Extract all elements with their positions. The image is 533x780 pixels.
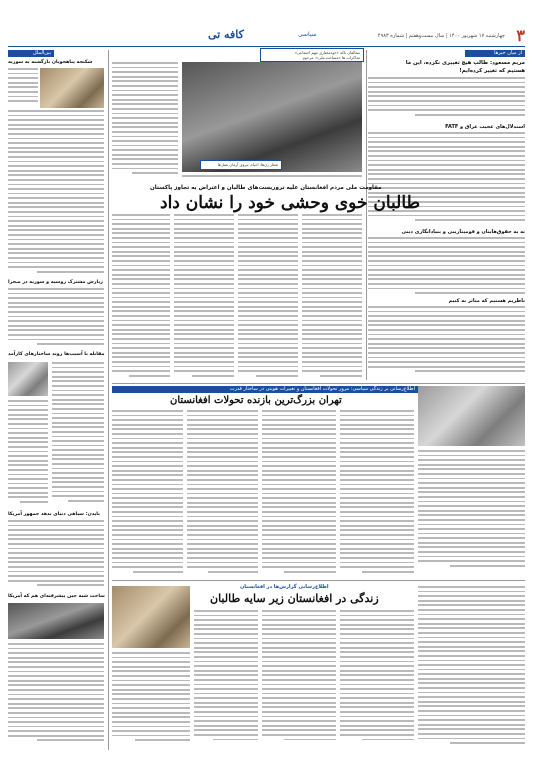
left-headline-3: مقابله با آسیب‌ها روند ساختارهای کارآمد (8, 352, 105, 357)
bottom-col-4 (112, 652, 190, 748)
left-text-block-1 (8, 110, 104, 275)
bottom-col-3 (194, 610, 258, 748)
lead-title: طالبان خوی وحشی خود را نشان داد (160, 193, 421, 213)
middle-banner: اطلاع‌رسانی بر زندگی سیاسی: مرور تحولات افغانستان و تغییرات هویتی در ساختار قدرت (112, 386, 418, 393)
middle-col-4 (112, 410, 183, 575)
lead-body-col-4 (112, 214, 170, 379)
left-text-block-4 (8, 520, 104, 590)
bottom-right-text (418, 586, 525, 748)
left-photo-3 (8, 603, 104, 639)
left-text-block-1a (8, 68, 38, 108)
column-divider (366, 50, 367, 380)
quote-box (200, 160, 282, 170)
left-text-block-3b (8, 400, 48, 507)
left-photo-2 (8, 362, 48, 396)
left-headline-1: شکنجه پناهجویان بازگشته به سوریه (8, 60, 93, 65)
dateline: چهارشنبه ۱۷ شهریور ۱۴۰۰ | سال بیست‌وهفتم | شماره ۴۹۸۳ (377, 33, 505, 39)
lead-body-col-1 (302, 214, 362, 379)
middle-col-2 (262, 410, 336, 575)
quote-text: شعار زن‌ها: احیاء، نیروی آرمان نسل‌ها (217, 162, 278, 167)
right-headline-1b: هستیم که تغییر کرده‌ایم! (459, 68, 525, 74)
newspaper-logo: کافه تی (208, 28, 244, 41)
right-text-block-4 (368, 306, 525, 378)
left-headline-4: بایدن: سیاهی دنیای بدهد جمهور آمریکا (8, 512, 100, 517)
section-label: سیاسی (298, 31, 317, 38)
bottom-title: زندگی در افغانستان زیر سایه طالبان (210, 592, 379, 605)
photo-under-text (182, 175, 362, 183)
left-photo-1 (40, 68, 104, 108)
left-kicker: بین‌الملل (8, 50, 54, 57)
left-column-divider (108, 50, 109, 750)
right-subhead-4: ناظریم هستیم که متاثر به کنیم (448, 298, 525, 304)
bottom-photo (112, 586, 190, 648)
middle-title: تهران بزرگ‌ترین بازنده تحولات افغانستان (170, 395, 342, 406)
bottom-divider (112, 580, 525, 581)
right-kicker: از میان خبرها (465, 50, 525, 57)
lead-body-col-3 (174, 214, 234, 379)
caption-line-2: مذاکرات ها «مساحت ملی»: مرحوم (302, 55, 360, 60)
page-header (8, 26, 525, 47)
right-headline-1: مریم مسعود: طالب هیچ تغییری نکرده، این ما (405, 60, 525, 66)
mid-left-text-block (112, 62, 178, 182)
caption-box (260, 48, 364, 62)
middle-right-text (418, 450, 525, 575)
lead-photo (182, 62, 362, 172)
right-subhead-2: استدلال‌های عجیب عراق و FATF (445, 124, 525, 130)
lead-subtitle: مقاومت ملی مردم افغانستان علیه تروریست‌های طالبان و اعتراض به تجاوز پاکستان (150, 185, 382, 191)
caption-line-1: مخالفان تاکه «خودمختاری مهم اجتماعی» (294, 50, 360, 55)
right-subhead-3: نه به حقوق‌هایتان و قومیتاریبی و بنیادانگاری دینی (401, 229, 525, 235)
lead-body-col-2 (238, 214, 298, 379)
bottom-col-1 (340, 610, 414, 748)
left-text-block-3a (52, 362, 104, 507)
page-number: ۳ (516, 26, 525, 45)
middle-photo (418, 386, 525, 446)
left-headline-5: ساخت شبه جین پیشرفته‌ای هم که آمریکا (8, 594, 105, 599)
left-text-block-5 (8, 643, 104, 748)
right-text-block-3 (368, 237, 525, 297)
right-text-block-1 (368, 77, 525, 122)
bottom-kicker: اطلاع‌رسانی گزارش‌ها در افغانستان (240, 584, 329, 590)
mid-divider (112, 383, 525, 384)
middle-col-3 (187, 410, 258, 575)
left-headline-2: زیارش مشترک روسیه و سوریه در صحرا (8, 280, 103, 285)
middle-col-1 (340, 410, 414, 575)
left-text-block-2 (8, 288, 104, 348)
bottom-col-2 (262, 610, 336, 748)
